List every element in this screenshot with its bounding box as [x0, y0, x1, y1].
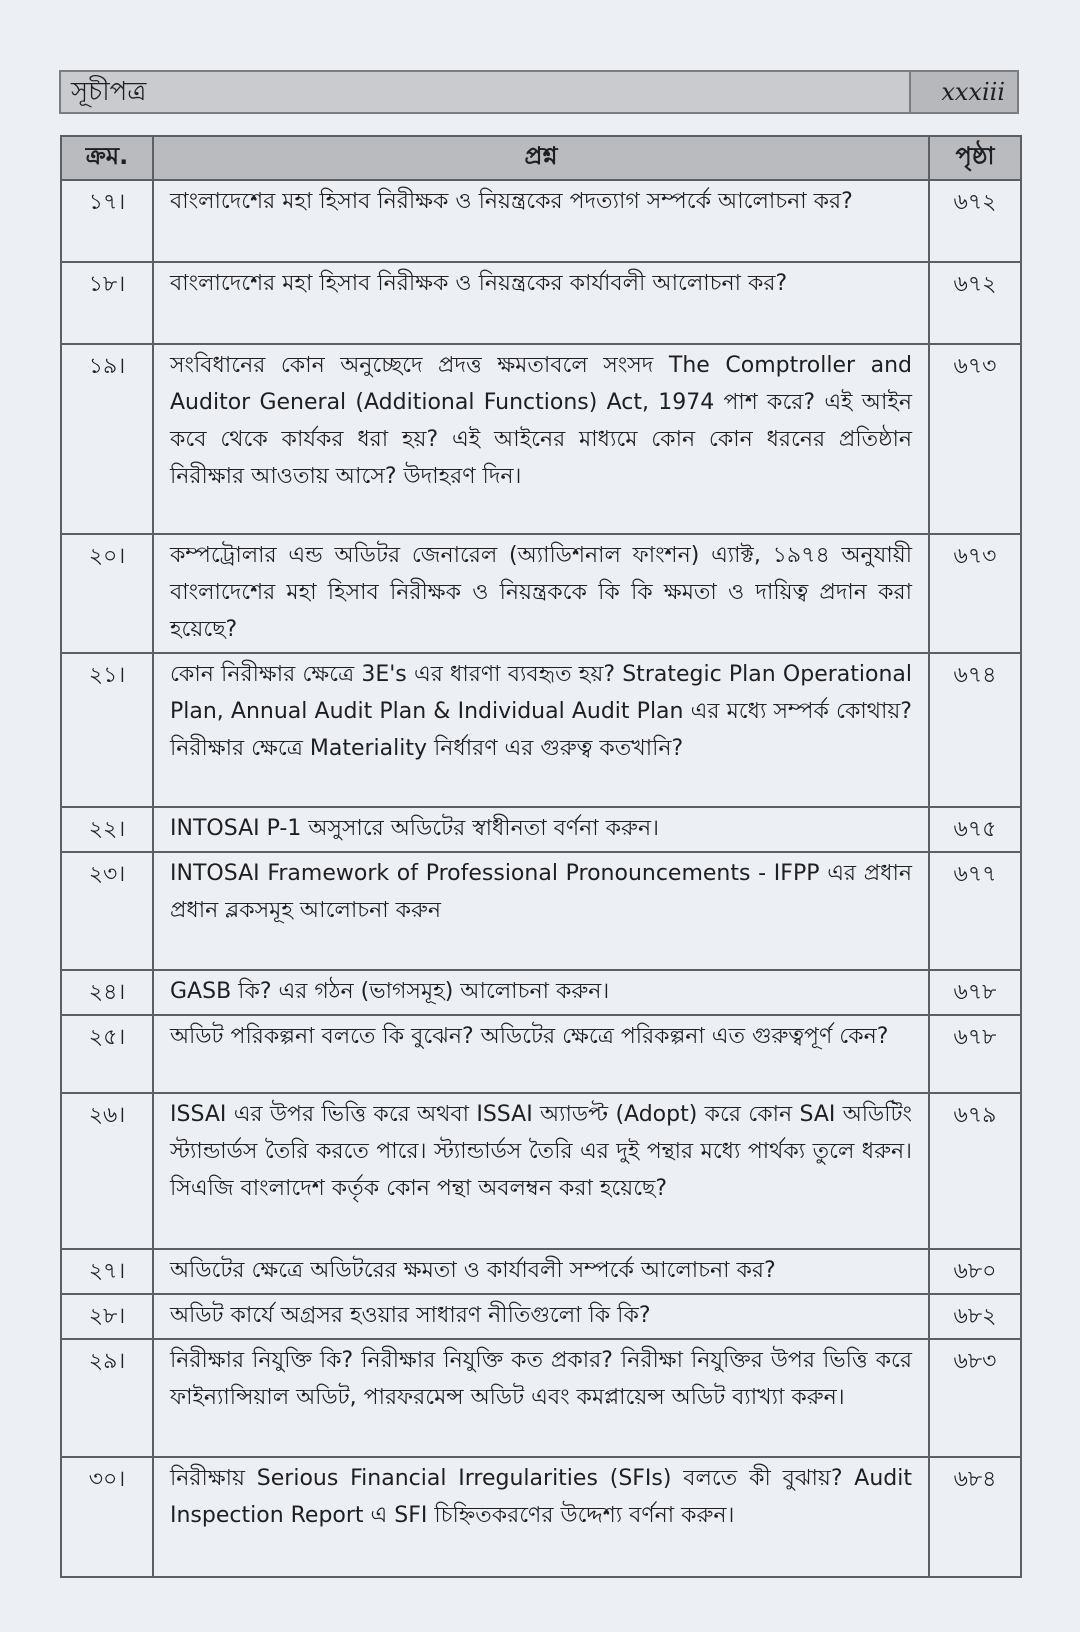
row-serial: ২৯।	[61, 1339, 153, 1457]
row-serial: ২৭।	[61, 1249, 153, 1294]
row-serial: ২৪।	[61, 970, 153, 1015]
row-question: INTOSAI Framework of Professional Pronouncements - IFPP এর প্রধান প্রধান ব্লকসমূহ আলোচনা করুন	[153, 852, 929, 970]
row-page: ৬৭৩	[929, 344, 1021, 534]
row-question: কম্পট্রোলার এন্ড অডিটর জেনারেল (অ্যাডিশনাল ফাংশন) এ্যাক্ট, ১৯৭৪ অনুযায়ী বাংলাদেশের মহা হিসাব নিরীক্ষক ও নিয়ন্ত্রককে কি কি ক্ষমতা ও দায়িত্ব প্রদান করা হয়েছে?	[153, 534, 929, 653]
toc-header-row	[61, 136, 1021, 180]
table-row	[61, 180, 1021, 262]
row-page: ৬৭৯	[929, 1093, 1021, 1249]
row-page: ৬৭৩	[929, 534, 1021, 653]
row-question: অডিট পরিকল্পনা বলতে কি বুঝেন? অডিটের ক্ষেত্রে পরিকল্পনা এত গুরুত্বপূর্ণ কেন?	[153, 1015, 929, 1093]
table-row	[61, 970, 1021, 1015]
row-question: নিরীক্ষার নিযুক্তি কি? নিরীক্ষার নিযুক্তি কত প্রকার? নিরীক্ষা নিযুক্তির উপর ভিত্তি করে ফাইন্যান্সিয়াল অডিট, পারফরমেন্স অডিট এবং কমপ্লায়েন্স অডিট ব্যাখ্যা করুন।	[153, 1339, 929, 1457]
row-question: অডিট কার্যে অগ্রসর হওয়ার সাধারণ নীতিগুলো কি কি?	[153, 1294, 929, 1339]
table-row	[61, 1339, 1021, 1457]
row-page: ৬৮৩	[929, 1339, 1021, 1457]
toc-table	[60, 135, 1022, 1578]
column-header-serial: ক্রম.	[61, 136, 153, 180]
page-header	[59, 70, 1019, 114]
table-row	[61, 1093, 1021, 1249]
table-row	[61, 344, 1021, 534]
row-serial: ২১।	[61, 653, 153, 807]
table-row	[61, 534, 1021, 653]
row-question: অডিটের ক্ষেত্রে অডিটরের ক্ষমতা ও কার্যাবলী সম্পর্কে আলোচনা কর?	[153, 1249, 929, 1294]
row-serial: ১৮।	[61, 262, 153, 344]
row-page: ৬৭৮	[929, 1015, 1021, 1093]
table-row	[61, 1015, 1021, 1093]
row-page: ৬৮০	[929, 1249, 1021, 1294]
page-folio: xxxiii	[909, 72, 1017, 112]
row-question: কোন নিরীক্ষার ক্ষেত্রে 3E's এর ধারণা ব্যবহৃত হয়? Strategic Plan Operational Plan, Annual Audit Plan & Individual Audit Plan এর মধ্যে সম্পর্ক কোথায়? নিরীক্ষার ক্ষেত্রে Materiality নির্ধারণ এর গুরুত্ব কতখানি?	[153, 653, 929, 807]
table-row	[61, 1294, 1021, 1339]
row-question: GASB কি? এর গঠন (ভাগসমূহ) আলোচনা করুন।	[153, 970, 929, 1015]
row-page: ৬৭২	[929, 262, 1021, 344]
row-question: বাংলাদেশের মহা হিসাব নিরীক্ষক ও নিয়ন্ত্রকের পদত্যাগ সম্পর্কে আলোচনা কর?	[153, 180, 929, 262]
table-row	[61, 653, 1021, 807]
row-serial: ৩০।	[61, 1457, 153, 1577]
row-question: নিরীক্ষায় Serious Financial Irregularities (SFIs) বলতে কী বুঝায়? Audit Inspection Report এ SFI চিহ্নিতকরণের উদ্দেশ্য বর্ণনা করুন।	[153, 1457, 929, 1577]
table-row	[61, 852, 1021, 970]
row-serial: ২৮।	[61, 1294, 153, 1339]
row-page: ৬৭৭	[929, 852, 1021, 970]
table-row	[61, 1249, 1021, 1294]
row-serial: ২০।	[61, 534, 153, 653]
table-row	[61, 807, 1021, 852]
table-row	[61, 1457, 1021, 1577]
row-page: ৬৭২	[929, 180, 1021, 262]
row-serial: ২৬।	[61, 1093, 153, 1249]
row-question: বাংলাদেশের মহা হিসাব নিরীক্ষক ও নিয়ন্ত্রকের কার্যাবলী আলোচনা কর?	[153, 262, 929, 344]
row-page: ৬৭৮	[929, 970, 1021, 1015]
header-title: সূচীপত্র	[71, 77, 147, 107]
row-serial: ২৩।	[61, 852, 153, 970]
row-serial: ১৭।	[61, 180, 153, 262]
row-page: ৬৭৪	[929, 653, 1021, 807]
column-header-question: প্রশ্ন	[153, 136, 929, 180]
table-row	[61, 262, 1021, 344]
row-page: ৬৮৪	[929, 1457, 1021, 1577]
row-question: ISSAI এর উপর ভিত্তি করে অথবা ISSAI অ্যাডপ্ট (Adopt) করে কোন SAI অডিটিং স্ট্যান্ডার্ডস তৈরি করতে পারে। স্ট্যান্ডার্ডস তৈরি এর দুই পন্থার মধ্যে পার্থক্য তুলে ধরুন। সিএজি বাংলাদেশ কর্তৃক কোন পন্থা অবলম্বন করা হয়েছে?	[153, 1093, 929, 1249]
row-page: ৬৮২	[929, 1294, 1021, 1339]
row-serial: ২২।	[61, 807, 153, 852]
column-header-page: পৃষ্ঠা	[929, 136, 1021, 180]
row-question: INTOSAI P-1 অসুসারে অডিটের স্বাধীনতা বর্ণনা করুন।	[153, 807, 929, 852]
row-question: সংবিধানের কোন অনুচ্ছেদে প্রদত্ত ক্ষমতাবলে সংসদ The Comptroller and Auditor General (Additional Functions) Act, 1974 পাশ করে? এই আইন কবে থেকে কার্যকর ধরা হয়? এই আইনের মাধ্যমে কোন কোন ধরনের প্রতিষ্ঠান নিরীক্ষার আওতায় আসে? উদাহরণ দিন।	[153, 344, 929, 534]
row-page: ৬৭৫	[929, 807, 1021, 852]
row-serial: ১৯।	[61, 344, 153, 534]
row-serial: ২৫।	[61, 1015, 153, 1093]
